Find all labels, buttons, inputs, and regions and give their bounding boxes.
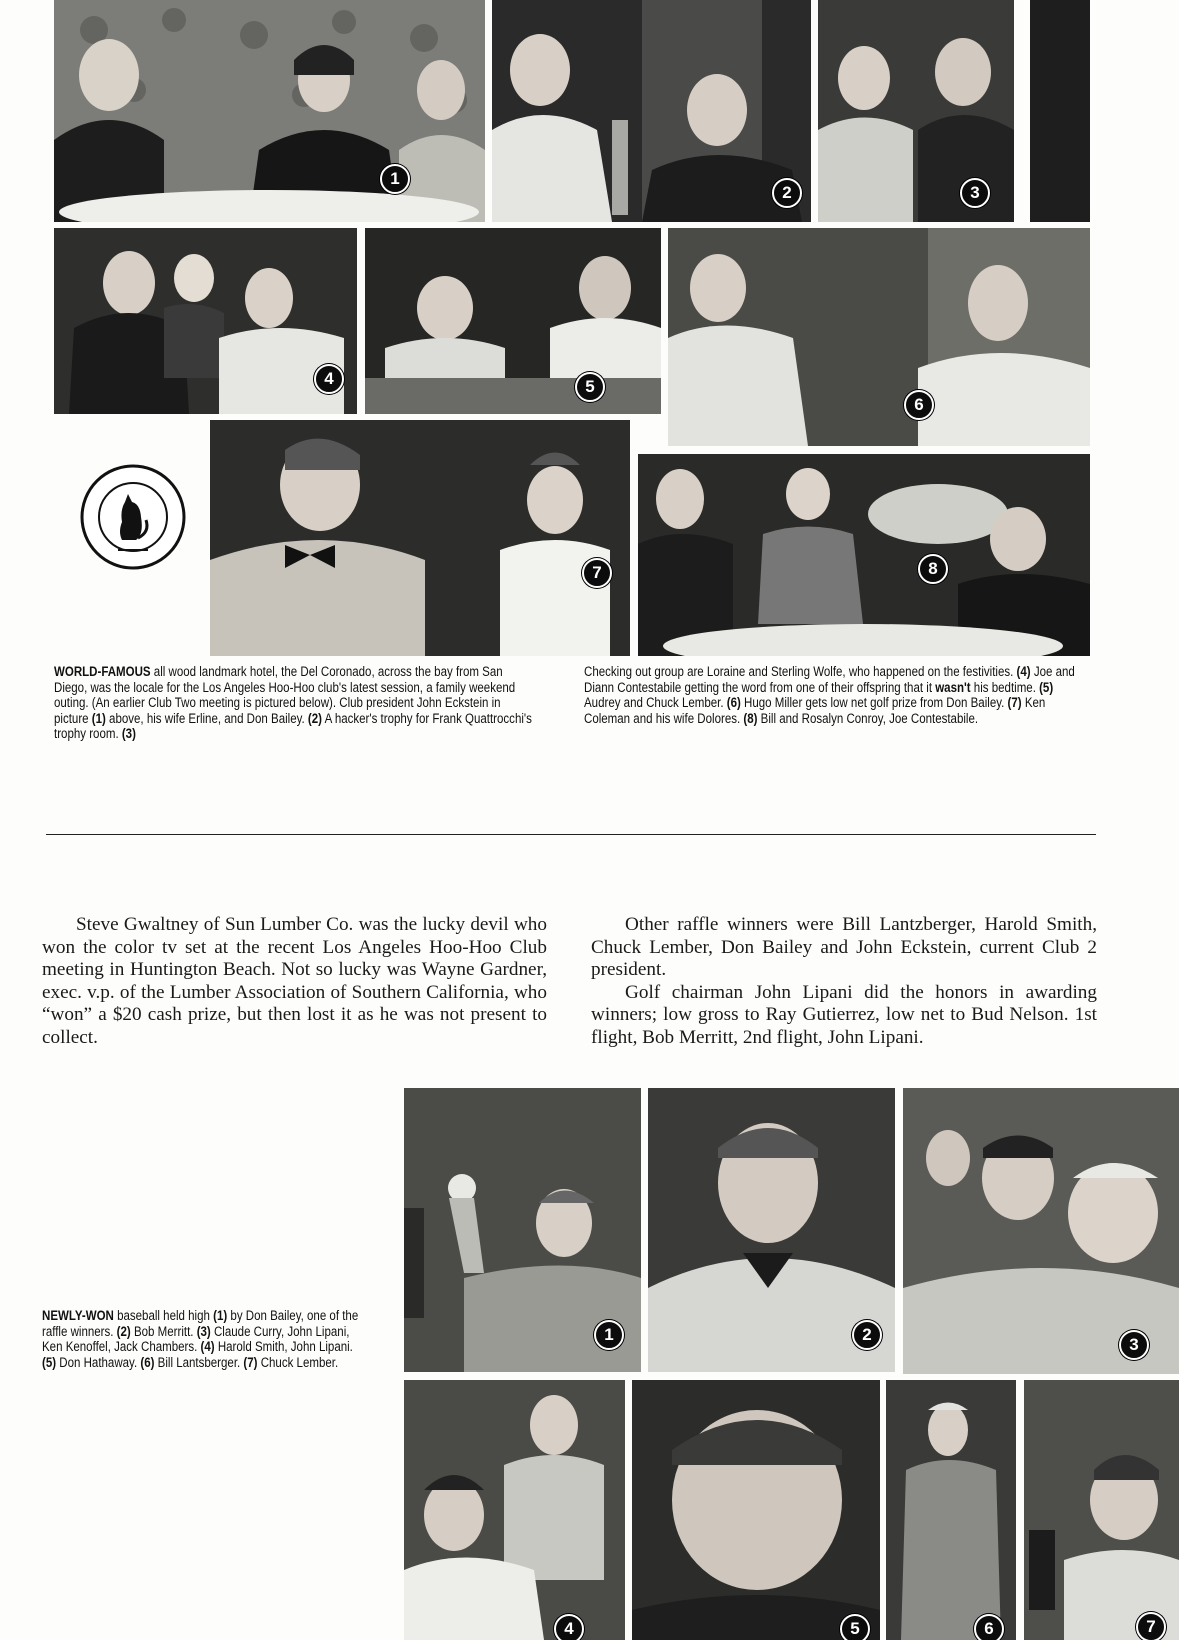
photo-top-strip [1030, 0, 1090, 222]
caption-text: his bedtime. [970, 679, 1040, 695]
caption-ref: (1) [91, 710, 106, 726]
caption-text: above, his wife Erline, and Don Bailey. [105, 710, 308, 726]
caption-text: Bob Merritt. [130, 1323, 197, 1339]
photo-label-badge: 1 [380, 164, 410, 194]
caption-text: Harold Smith, John Lipani. [214, 1339, 353, 1355]
photo-label-badge: 5 [575, 372, 605, 402]
caption-text: Audrey and Chuck Lember. [584, 695, 727, 711]
photo-label-badge: 6 [904, 390, 934, 420]
photo-top-7 [210, 420, 630, 656]
caption-text: by Don Bailey, one of the raffle winners. [42, 1308, 359, 1339]
caption-ref: (5) [42, 1354, 57, 1370]
photo-top-8 [638, 454, 1090, 656]
hoo-hoo-emblem [78, 462, 188, 572]
caption-top-left [54, 664, 534, 742]
caption-ref: (7) [243, 1354, 258, 1370]
caption-ref: (4) [200, 1339, 215, 1355]
photo-top-4 [54, 228, 357, 414]
article-column-left [42, 914, 547, 1050]
caption-ref: (1) [213, 1308, 228, 1323]
photo-top-7-image [210, 420, 630, 656]
caption-bottom [42, 1308, 365, 1370]
photo-bottom-1 [404, 1088, 641, 1372]
caption-lead: WORLD-FAMOUS [54, 664, 151, 679]
photo-top-3 [818, 0, 1014, 222]
photo-label-badge: 2 [852, 1320, 882, 1350]
photo-top-4-image [54, 228, 357, 414]
photo-label-badge: 3 [1119, 1330, 1149, 1360]
caption-ref: (3) [121, 726, 136, 742]
article-paragraph: Other raffle winners were Bill Lantzberger, Harold Smith, Chuck Lember, Don Bailey and John Eckstein, current Club 2 president. [591, 914, 1097, 981]
caption-ref: (6) [726, 695, 741, 711]
photo-label-badge: 4 [314, 364, 344, 394]
photo-top-1-image [54, 0, 485, 222]
section-divider [46, 834, 1096, 835]
photo-label-badge: 8 [918, 554, 948, 584]
photo-top-1 [54, 0, 485, 222]
photo-label-badge: 1 [594, 1320, 624, 1350]
caption-text: Claude Curry, John Lipani, Ken Kenoffel, Jack Chambers. [42, 1323, 350, 1355]
caption-text: all wood landmark hotel, the Del Coronado, across the bay from San Diego, was the locale for the Los Angeles Hoo-Hoo club's latest session, a family weekend outing. (An earlier Club Two meeting is pictured below). Club president John Eckstein in picture [54, 664, 516, 726]
photo-bottom-4-image [404, 1380, 625, 1640]
caption-text: Ken Coleman and his wife Dolores. [584, 695, 1046, 726]
caption-ref: (2) [307, 710, 323, 726]
caption-ref: (2) [116, 1323, 131, 1339]
caption-text: A hacker's trophy for Frank Quattrocchi's trophy room. [54, 710, 532, 742]
caption-ref: (3) [196, 1323, 211, 1339]
article-paragraph: Steve Gwaltney of Sun Lumber Co. was the lucky devil who won the color tv set at the recent Los Angeles Hoo-Hoo Club meeting in Huntington Beach. Not so lucky was Wayne Gardner, exec. v.p. of the Lumber Association of Southern California, who “won” a $20 cash prize, but then lost it as he was not present to collect. [42, 914, 547, 1048]
caption-text: Chuck Lember. [257, 1354, 339, 1370]
caption-lead: NEWLY-WON [42, 1308, 114, 1323]
caption-ref: (8) [743, 710, 758, 726]
caption-text: Don Hathaway. [56, 1354, 141, 1370]
black-cat-icon [78, 462, 188, 572]
caption-ref: (4) [1016, 664, 1031, 679]
caption-ref: (7) [1007, 695, 1022, 711]
photo-bottom-2 [648, 1088, 895, 1372]
caption-top-right [584, 664, 1090, 726]
photo-label-badge: 2 [772, 178, 802, 208]
photo-top-6-image [668, 228, 1090, 446]
caption-text: Bill and Rosalyn Conroy, Joe Contestabile. [757, 710, 979, 726]
photo-bottom-6-image [886, 1380, 1016, 1640]
caption-text: Checking out group are Loraine and Sterling Wolfe, who happened on the festivities. [584, 664, 1017, 679]
photo-label-badge: 4 [554, 1614, 584, 1640]
photo-top-8-image [638, 454, 1090, 656]
caption-text: Joe and Diann Contestabile getting the word from one of their offspring that it [584, 664, 1075, 695]
photo-bottom-5-image [632, 1380, 880, 1640]
photo-bottom-6 [886, 1380, 1016, 1640]
photo-label-badge: 6 [974, 1614, 1004, 1640]
caption-text: Hugo Miller gets low net golf prize from Don Bailey. [740, 695, 1008, 711]
photo-label-badge: 7 [582, 558, 612, 588]
caption-ref: (5) [1039, 679, 1054, 695]
caption-ref: (6) [140, 1354, 155, 1370]
photo-top-5 [365, 228, 661, 414]
caption-text: baseball held high [113, 1308, 214, 1323]
photo-top-6 [668, 228, 1090, 446]
photo-bottom-7-image [1024, 1380, 1179, 1640]
photo-label-badge: 5 [840, 1614, 870, 1640]
photo-bottom-5 [632, 1380, 880, 1640]
caption-text: Bill Lantsberger. [154, 1354, 244, 1370]
caption-emphasis: wasn't [935, 679, 971, 695]
photo-top-2-image [492, 0, 811, 222]
photo-top-2 [492, 0, 811, 222]
photo-top-5-image [365, 228, 661, 414]
article-column-right [591, 914, 1097, 1050]
article-paragraph: Golf chairman John Lipani did the honors in awarding winners; low gross to Ray Gutierrez, low net to Bud Nelson. 1st flight, Bob Merritt, 2nd flight, John Lipani. [591, 981, 1097, 1048]
photo-label-badge: 7 [1136, 1612, 1166, 1640]
photo-label-badge: 3 [960, 178, 990, 208]
photo-bottom-7 [1024, 1380, 1179, 1640]
photo-bottom-3 [903, 1088, 1179, 1374]
photo-bottom-4 [404, 1380, 625, 1640]
